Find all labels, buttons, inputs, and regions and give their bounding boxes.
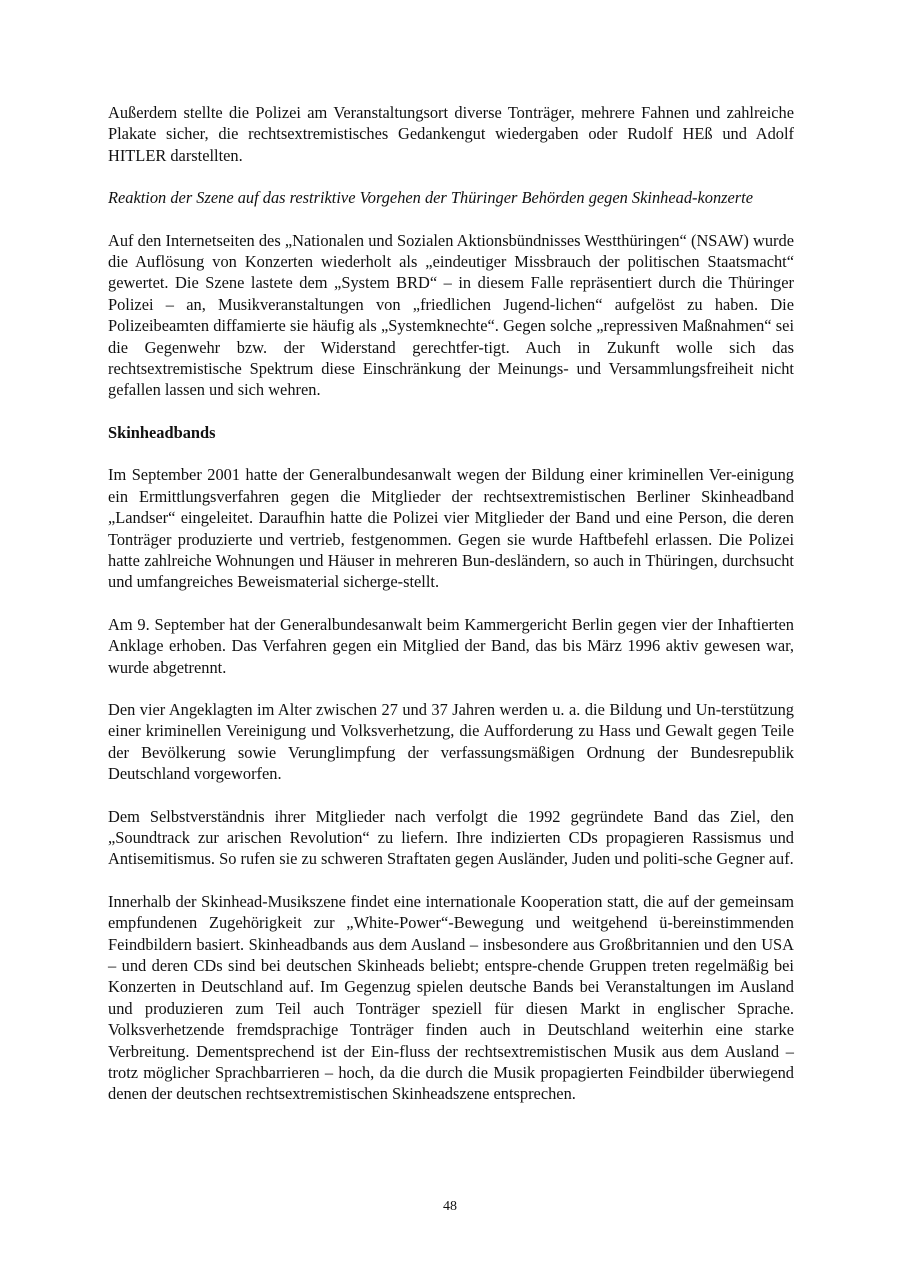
document-body [108,102,794,1126]
paragraph-international-cooperation: Innerhalb der Skinhead-Musikszene findet eine internationale Kooperation statt, die auf der gemeinsam empfundenen Zugehörigkeit zur „White-Power“-Bewegung und weitgehend ü-bereinstimmenden Feindbildern basiert. Skinheadbands aus dem Ausland – insbesondere aus Großbritannien und den USA – und deren CDs sind bei deutschen Skinheads beliebt; entspre-chende Gruppen treten regelmäßig bei Konzerten in Deutschland auf. Im Gegenzug spielen deutsche Bands bei Veranstaltungen im Ausland und produzieren zum Teil auch Tonträger speziell für diesen Markt in englischer Sprache. Volksverhetzende fremdsprachige Tonträger finden auch in Deutschland weiterhin eine starke Verbreitung. Dementsprechend ist der Ein-fluss der rechtsextremistischen Musik aus dem Ausland – trotz möglicher Sprachbarrieren – hoch, da die durch die Musik propagierten Feindbilder überwiegend denen der deutschen rechtsextremistischen Skinheadszene entsprechen. [108,891,794,1104]
paragraph-band-goal: Dem Selbstverständnis ihrer Mitglieder nach verfolgt die 1992 gegründete Band das Ziel, den „Soundtrack zur arischen Revolution“ zu liefern. Ihre indizierten CDs propagieren Rassismus und Antisemitismus. So rufen sie zu schweren Straftaten gegen Ausländer, Juden und politi-sche Gegner auf. [108,806,794,869]
section-heading-skinheadbands: Skinheadbands [108,422,216,442]
page-number: 48 [443,1199,457,1214]
paragraph-indictment: Am 9. September hat der Generalbundesanwalt beim Kammergericht Berlin gegen vier der Inhaftierten Anklage erhoben. Das Verfahren gegen ein Mitglied der Band, das bis März 1996 aktiv gewesen war, wurde abgetrennt. [108,614,794,677]
paragraph-landser-investigation: Im September 2001 hatte der Generalbundesanwalt wegen der Bildung einer kriminellen Ver-einigung ein Ermittlungsverfahren gegen die Mitglieder der rechtsextremistischen Berliner Skinheadband „Landser“ eingeleitet. Daraufhin hatte die Polizei vier Mitglieder der Band und eine Person, die deren Tonträger produzierte und vertrieb, festgenommen. Gegen sie wurde Haftbefehl erlassen. Die Polizei hatte zahlreiche Wohnungen und Häuser in mehreren Bun-desländern, so auch in Thüringen, durchsucht und umfangreiches Beweismaterial sicherge-stellt. [108,465,794,592]
paragraph-charges: Den vier Angeklagten im Alter zwischen 27 und 37 Jahren werden u. a. die Bildung und Un-terstützung einer kriminellen Vereinigung und Volksverhetzung, die Aufforderung zu Hass und Gewalt gegen Teile der Bevölkerung sowie Verunglimpfung der verfassungsmäßigen Ordnung der Bundesrepublik Deutschland vorgeworfen. [108,699,794,784]
paragraph-nsaw-reaction: Auf den Internetseiten des „Nationalen und Sozialen Aktionsbündnisses Westthüringen“ (NSAW) wurde die Auflösung von Konzerten wiederholt als „eindeutiger Missbrauch der politischen Staatsmacht“ gewertet. Die Szene lastete dem „System BRD“ – in diesem Falle repräsentiert durch die Thüringer Polizei – an, Musikveranstaltungen von „friedlichen Jugend-lichen“ aufgelöst zu haben. Die Polizeibeamten diffamierte sie häufig als „Systemknechte“. Gegen solche „repressiven Maßnahmen“ sei die Gegenwehr bzw. der Widerstand gerechtfer-tigt. Auch in Zukunft wolle sich das rechtsextremistische Spektrum diese Einschränkung der Meinungs- und Versammlungsfreiheit nicht gefallen lassen und sich wehren. [108,230,794,400]
paragraph-confiscated-items: Außerdem stellte die Polizei am Veranstaltungsort diverse Tonträger, mehrere Fahnen und zahlreiche Plakate sicher, die rechtsextremistisches Gedankengut wiedergaben oder Rudolf HEß und Adolf HITLER darstellten. [108,103,794,165]
section-heading-scene-reaction: Reaktion der Szene auf das restriktive Vorgehen der Thüringer Behörden gegen Skinhead-konzerte [108,188,753,208]
